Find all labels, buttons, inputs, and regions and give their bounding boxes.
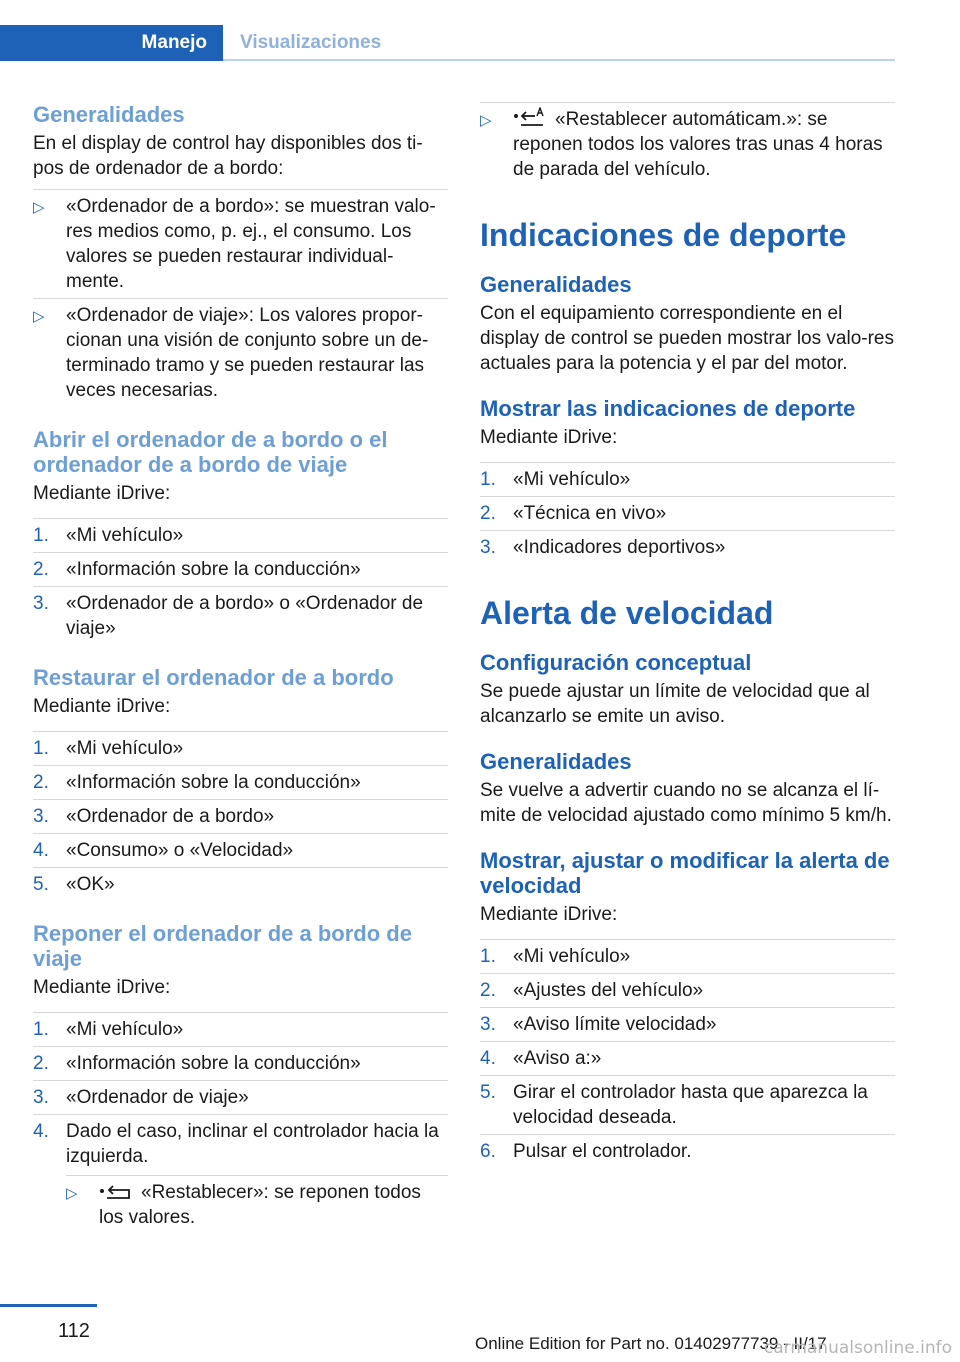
bullet-list bbox=[480, 102, 895, 186]
auto-reset-icon bbox=[513, 107, 547, 127]
chapter-title-sport: Indicaciones de deporte bbox=[480, 217, 847, 253]
step-number: 4. bbox=[33, 1121, 49, 1142]
tab-manejo[interactable]: Manejo bbox=[0, 25, 223, 61]
list-item: ▷ «Ordenador de a bordo»: se muestran valo-res medios como, p. ej., el consumo. Los valores se pueden restaurar individual-mente. bbox=[33, 189, 448, 298]
reset-icon bbox=[99, 1182, 133, 1200]
section-title-mostrar-deporte: Mostrar las indicaciones de deporte bbox=[480, 396, 856, 421]
list-item: 2. «Información sobre la conducción» bbox=[33, 765, 448, 799]
step-number: 5. bbox=[33, 874, 49, 895]
triangle-bullet-icon: ▷ bbox=[66, 1185, 78, 1202]
list-item: ▷ «Ordenador de viaje»: Los valores propor-cionan una visión de conjunto sobre un de-terminado tramo y se pueden restaurar las veces necesarias. bbox=[33, 298, 448, 407]
right-column bbox=[480, 102, 895, 1168]
body-text: Se vuelve a advertir cuando no se alcanza el lí-mite de velocidad ajustado como mínimo 5 km/h. bbox=[480, 780, 892, 826]
steps-list bbox=[33, 518, 448, 645]
body-text: Se puede ajustar un límite de velocidad que al alcanzarlo se emite un aviso. bbox=[480, 681, 870, 727]
sub-bullet-list bbox=[66, 1175, 448, 1234]
header-divider bbox=[223, 59, 895, 61]
list-item: 4. «Consumo» o «Velocidad» bbox=[33, 833, 448, 867]
intro-text: Mediante iDrive: bbox=[480, 904, 618, 925]
list-item: 2. «Técnica en vivo» bbox=[480, 496, 895, 530]
step-number: 3. bbox=[480, 1014, 496, 1035]
step-number: 3. bbox=[33, 1087, 49, 1108]
intro-text: Mediante iDrive: bbox=[480, 427, 618, 448]
triangle-bullet-icon: ▷ bbox=[480, 112, 492, 129]
steps-list bbox=[480, 462, 895, 564]
list-item: 5. Girar el controlador hasta que aparezca la velocidad deseada. bbox=[480, 1075, 895, 1134]
left-column bbox=[33, 102, 448, 1238]
step-number: 5. bbox=[480, 1082, 496, 1103]
triangle-bullet-icon: ▷ bbox=[33, 199, 45, 216]
list-item: 2. «Información sobre la conducción» bbox=[33, 552, 448, 586]
edition-note: Online Edition for Part no. 01402977739 - II/17 bbox=[475, 1334, 827, 1353]
list-item: ▷ «Restablecer»: se reponen todos los valores. bbox=[66, 1175, 448, 1234]
step-number: 2. bbox=[33, 1053, 49, 1074]
list-item: 4. «Aviso a:» bbox=[480, 1041, 895, 1075]
list-item: 5. «OK» bbox=[33, 867, 448, 901]
list-item: 1. «Mi vehículo» bbox=[33, 731, 448, 765]
list-item: 1. «Mi vehículo» bbox=[480, 462, 895, 496]
section-title-generalidades: Generalidades bbox=[480, 272, 632, 297]
step-number: 1. bbox=[33, 525, 49, 546]
list-item: 3. «Ordenador de a bordo» bbox=[33, 799, 448, 833]
step-number: 3. bbox=[480, 537, 496, 558]
watermark: carmanualsonline.info bbox=[763, 1338, 952, 1358]
list-item: 2. «Información sobre la conducción» bbox=[33, 1046, 448, 1080]
step-number: 3. bbox=[33, 806, 49, 827]
section-title-restaurar: Restaurar el ordenador de a bordo bbox=[33, 665, 394, 690]
step-number: 2. bbox=[33, 772, 49, 793]
step-number: 1. bbox=[480, 946, 496, 967]
list-item: 4. Dado el caso, inclinar el controlador hacia la izquierda. ▷ «Restablecer»: se reponen todos los valores. bbox=[33, 1114, 448, 1238]
step-number: 4. bbox=[33, 840, 49, 861]
step-number: 2. bbox=[480, 503, 496, 524]
list-item: 1. «Mi vehículo» bbox=[480, 939, 895, 973]
section-title-generalidades-speed: Generalidades bbox=[480, 749, 632, 774]
step-number: 1. bbox=[480, 469, 496, 490]
page-number: 112 bbox=[58, 1320, 90, 1342]
list-item: 3. «Ordenador de viaje» bbox=[33, 1080, 448, 1114]
tab-visualizaciones[interactable]: Visualizaciones bbox=[240, 32, 382, 53]
list-item: ▷ «Restablecer automáticam.»: se reponen todos los valores tras unas 4 horas de parada del vehículo. bbox=[480, 102, 895, 186]
step-number: 1. bbox=[33, 1019, 49, 1040]
section-title-reponer: Reponer el ordenador de a bordo de viaje bbox=[33, 921, 412, 971]
intro-text: Mediante iDrive: bbox=[33, 977, 171, 998]
section-title-concepto: Configuración conceptual bbox=[480, 650, 752, 675]
section-title-abrir: Abrir el ordenador de a bordo o el ordenador de a bordo de viaje bbox=[33, 427, 388, 477]
step-number: 1. bbox=[33, 738, 49, 759]
body-text: Con el equipamiento correspondiente en el display de control se pueden mostrar los valo-res actuales para la potencia y el par del motor. bbox=[480, 303, 894, 374]
list-item: 1. «Mi vehículo» bbox=[33, 1012, 448, 1046]
bullet-list bbox=[33, 189, 448, 407]
steps-list bbox=[33, 1012, 448, 1238]
list-item: 1. «Mi vehículo» bbox=[33, 518, 448, 552]
section-title-generalidades: Generalidades bbox=[33, 102, 185, 127]
step-number: 2. bbox=[33, 559, 49, 580]
intro-text: En el display de control hay disponibles dos ti-pos de ordenador de a bordo: bbox=[33, 133, 423, 179]
intro-text: Mediante iDrive: bbox=[33, 696, 171, 717]
triangle-bullet-icon: ▷ bbox=[33, 308, 45, 325]
step-number: 2. bbox=[480, 980, 496, 1001]
list-item: 3. «Aviso límite velocidad» bbox=[480, 1007, 895, 1041]
list-item: 3. «Indicadores deportivos» bbox=[480, 530, 895, 564]
steps-list bbox=[33, 731, 448, 901]
step-number: 3. bbox=[33, 593, 49, 614]
list-item: 2. «Ajustes del vehículo» bbox=[480, 973, 895, 1007]
chapter-title-speed-alert: Alerta de velocidad bbox=[480, 595, 774, 631]
step-number: 6. bbox=[480, 1141, 496, 1162]
header-tabs bbox=[0, 25, 895, 61]
page-number-rule bbox=[0, 1304, 97, 1307]
step-number: 4. bbox=[480, 1048, 496, 1069]
steps-list bbox=[480, 939, 895, 1168]
intro-text: Mediante iDrive: bbox=[33, 483, 171, 504]
list-item: 6. Pulsar el controlador. bbox=[480, 1134, 895, 1168]
list-item: 3. «Ordenador de a bordo» o «Ordenador de viaje» bbox=[33, 586, 448, 645]
section-title-mostrar-alerta: Mostrar, ajustar o modificar la alerta de velocidad bbox=[480, 848, 890, 898]
